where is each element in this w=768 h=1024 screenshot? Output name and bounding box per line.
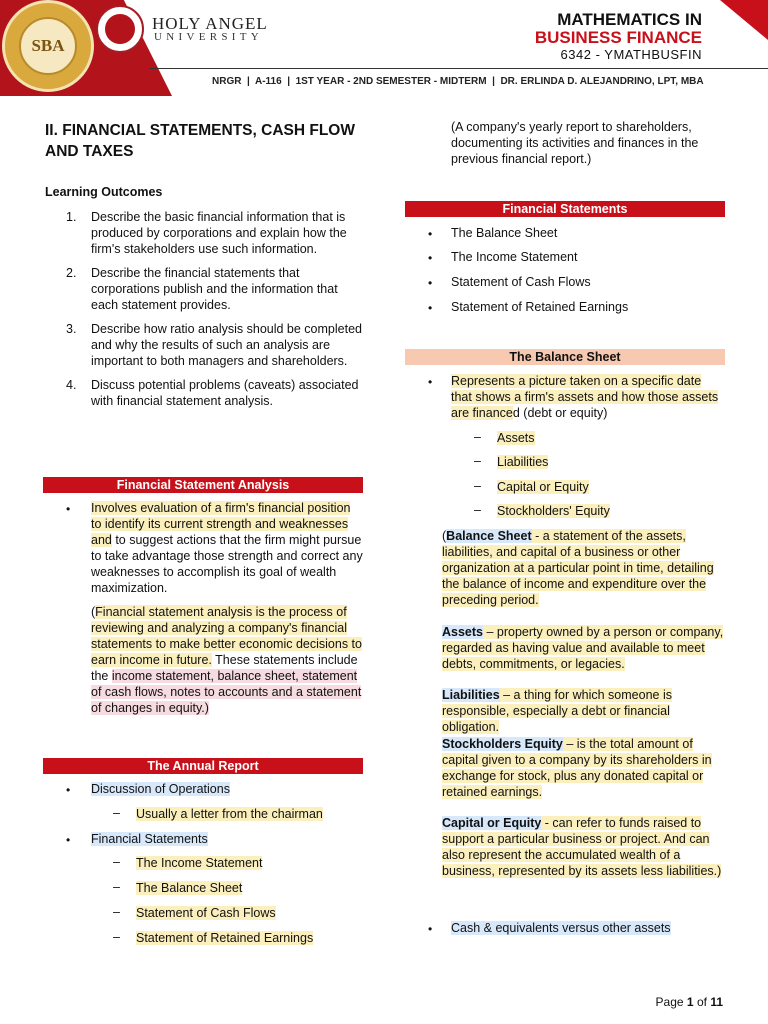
list-item: The Balance Sheet xyxy=(451,226,558,240)
list-item: Discussion of Operations xyxy=(91,782,230,796)
list-item: Assets xyxy=(497,431,535,445)
dash-marker: – xyxy=(474,503,481,517)
list-item: Statement of Cash Flows xyxy=(136,906,276,920)
dash-marker: – xyxy=(113,930,120,944)
dash-marker: – xyxy=(113,905,120,919)
list-item: The Income Statement xyxy=(451,250,578,264)
bullet-dot: • xyxy=(66,783,71,797)
definition-balance-sheet: (Balance Sheet - a statement of the assets, liabilities, and capital of a business or other organization at a particular point in time, detailing the balance of income and expenditure over the preceding period. xyxy=(442,529,714,607)
list-item: Liabilities xyxy=(497,455,549,469)
dash-marker: – xyxy=(113,855,120,869)
bullet-dot: • xyxy=(428,251,433,265)
bullet-dot: • xyxy=(428,375,433,389)
financial-statements-bar: Financial Statements xyxy=(405,201,725,217)
sba-seal-text: SBA xyxy=(19,17,77,75)
page-number: Page 1 of 11 xyxy=(655,995,723,1009)
definition-liabilities: Liabilities – a thing for which someone is responsible, especially a debt or financial obligation. xyxy=(442,688,672,734)
bullet-dot: • xyxy=(66,833,71,847)
definition-assets: Assets – property owned by a person or company, regarded as having value and available to meet debts, commitments, or legacies. xyxy=(442,625,724,671)
list-item: The Income Statement xyxy=(136,856,263,870)
list-item: Financial Statements xyxy=(91,832,208,846)
annual-report-bar: The Annual Report xyxy=(43,758,363,774)
bullet-dot: • xyxy=(428,276,433,290)
definition-capital-equity: Capital or Equity - can refer to funds raised to support a particular business or project. And can also represent the accumulated wealth of a business, represented by its assets less liabilities.) xyxy=(442,816,722,878)
section-title: II. FINANCIAL STATEMENTS, CASH FLOW AND TAXES xyxy=(45,122,355,160)
learning-outcomes-heading: Learning Outcomes xyxy=(45,185,163,199)
list-item: Statement of Retained Earnings xyxy=(451,300,629,314)
school-subtitle: UNIVERSITY xyxy=(154,31,263,43)
dash-marker: – xyxy=(474,479,481,493)
list-item: Cash & equivalents versus other assets xyxy=(451,921,671,935)
definition-stockholders-equity: Stockholders Equity – is the total amount of capital given to a company by its shareholders in exchange for stock, plus any donated capital or retained earnings. xyxy=(442,737,712,799)
list-item: Statement of Retained Earnings xyxy=(136,931,314,945)
header-red-corner xyxy=(720,0,768,40)
list-item: Statement of Cash Flows xyxy=(451,275,591,289)
balance-sheet-bar: The Balance Sheet xyxy=(405,349,725,365)
learning-outcomes-list xyxy=(66,209,366,417)
list-item: Stockholders' Equity xyxy=(497,504,610,518)
course-title-line1: MATHEMATICS IN xyxy=(557,10,702,29)
list-item: 4. Discuss potential problems (caveats) associated with financial statement analysis. xyxy=(66,378,359,408)
course-code: 6342 - YMATHBUSFIN xyxy=(560,47,702,62)
list-item: The Balance Sheet xyxy=(136,881,243,895)
bullet-dot: • xyxy=(428,227,433,241)
list-item: 1. Describe the basic financial information that is produced by corporations and explain how the firm's stakeholders use such information. xyxy=(66,210,347,256)
course-info-bar: NRGR | A-116 | 1ST YEAR - 2ND SEMESTER - MIDTERM | DR. ERLINDA D. ALEJANDRINO, LPT, MBA xyxy=(212,76,704,87)
list-item: Capital or Equity xyxy=(497,480,589,494)
sba-seal-logo xyxy=(2,0,94,92)
fsa-section-bar: Financial Statement Analysis xyxy=(43,477,363,493)
hau-seal-logo xyxy=(96,5,144,53)
fsa-bullet-text: Involves evaluation of a firm's financial position to identify its current strength and weaknesses and to suggest actions that the firm might pursue to take advantage those strength and correct any weaknesses to accomplish its goal of wealth maximization. xyxy=(91,501,363,595)
bullet-dot: • xyxy=(428,922,433,936)
fsa-definition-paragraph: (Financial statement analysis is the process of reviewing and analyzing a company's financial statements to make better economic decisions to earn income in future. These statements include the income statement, balance sheet, statement of cash flows, notes to accounts and a statement of changes in equity.) xyxy=(91,605,362,715)
dash-marker: – xyxy=(113,806,120,820)
balance-sheet-bullet: Represents a picture taken on a specific date that shows a firm's assets and how those assets are financed (debt or equity) xyxy=(451,374,719,420)
dash-marker: – xyxy=(113,880,120,894)
bullet-dot: • xyxy=(428,301,433,315)
header-divider xyxy=(150,68,768,69)
course-title-line2: BUSINESS FINANCE xyxy=(534,28,702,47)
bullet-dot: • xyxy=(66,502,71,516)
list-item: 2. Describe the financial statements that corporations publish and the information that each statement provides. xyxy=(66,266,338,312)
school-name: HOLY ANGEL xyxy=(152,14,268,33)
list-item: Usually a letter from the chairman xyxy=(136,807,323,821)
dash-marker: – xyxy=(474,454,481,468)
list-item: 3. Describe how ratio analysis should be completed and why the results of such an analysis are important to both managers and shareholders. xyxy=(66,322,362,368)
dash-marker: – xyxy=(474,430,481,444)
annual-report-note: (A company's yearly report to shareholders, documenting its activities and finances in the previous financial report.) xyxy=(451,120,699,166)
